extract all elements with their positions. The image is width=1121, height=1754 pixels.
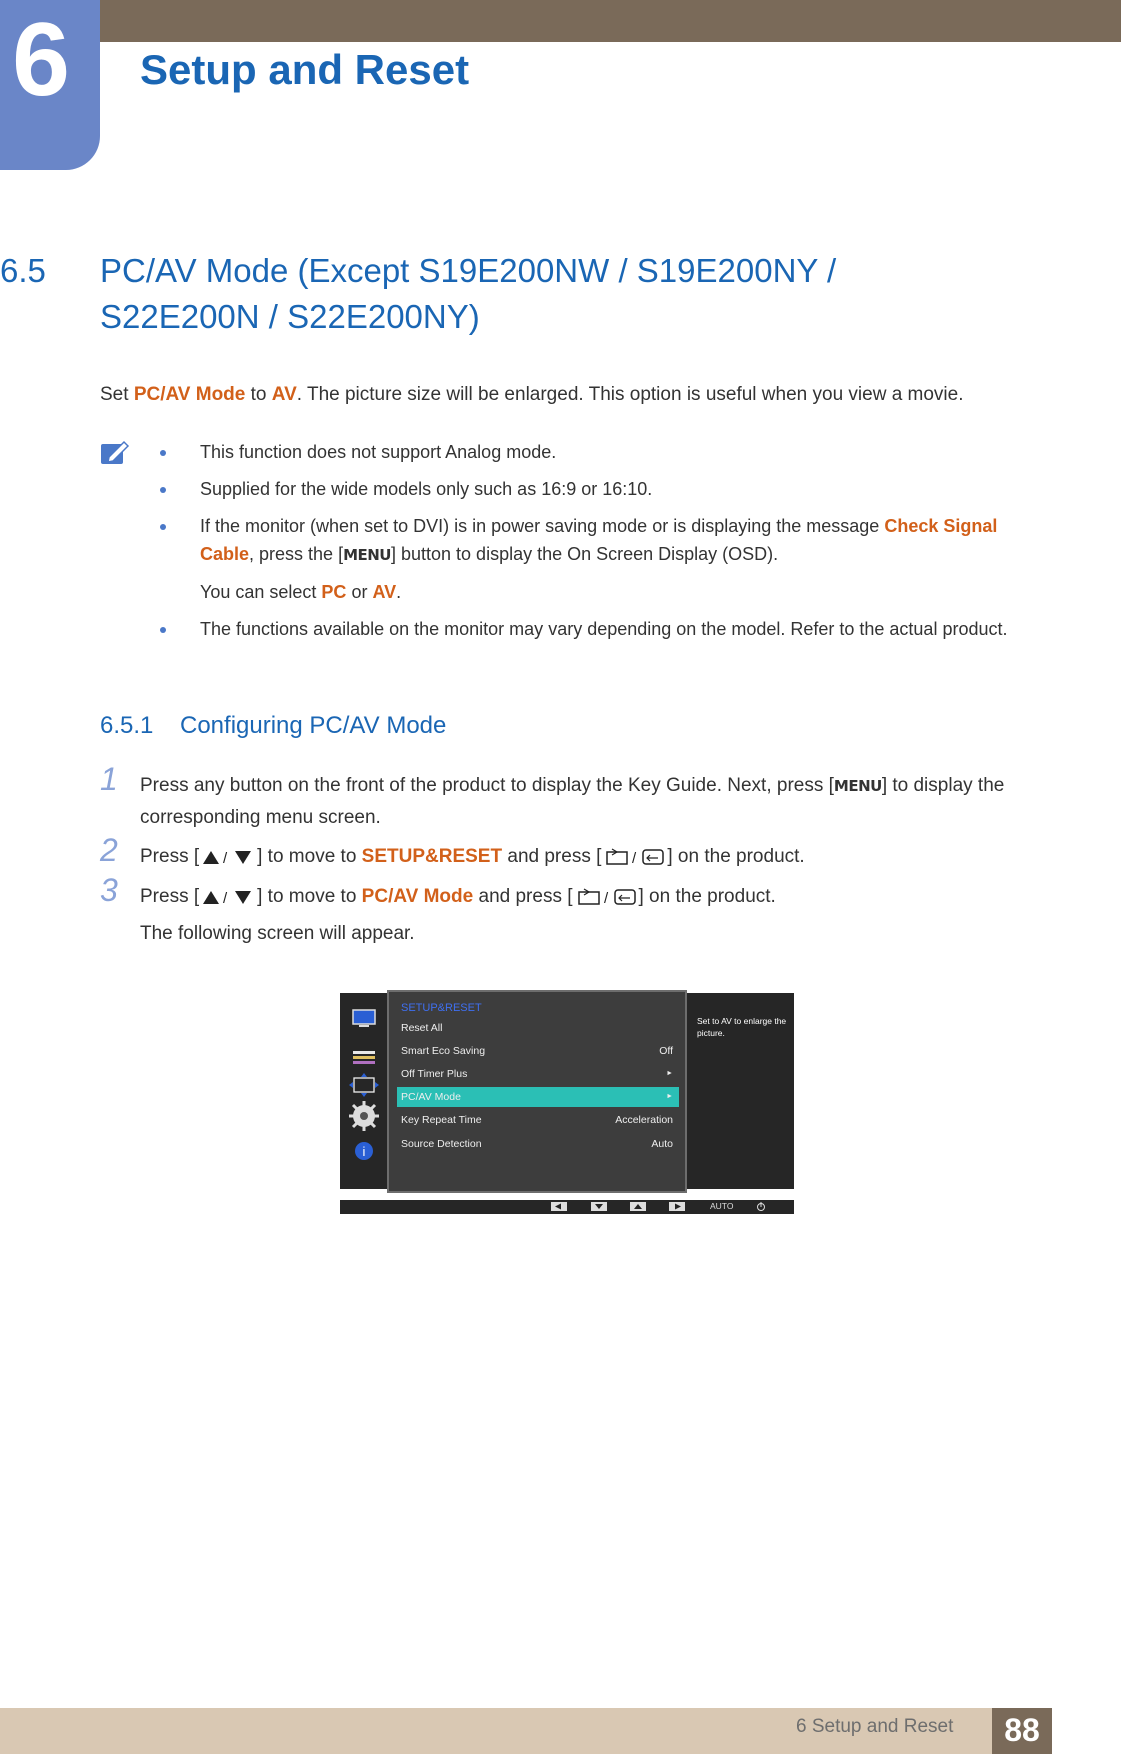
osd-menu-title: SETUP&RESET <box>401 1002 482 1014</box>
osd-menu-item[interactable] <box>397 1064 679 1084</box>
subsection-number: 6.5.1 <box>100 712 154 739</box>
list-item-text: , press the [ <box>249 544 344 564</box>
chapter-number: 6 <box>12 2 70 118</box>
osd-menu-item[interactable] <box>397 1041 679 1061</box>
osd-menu-item[interactable] <box>397 1018 679 1038</box>
picture-icon <box>353 1010 375 1027</box>
intro-text: . The picture size will be enlarged. This option is useful when you view a movie. <box>296 384 964 405</box>
menu-button-icon: MENU <box>343 546 391 564</box>
gear-icon <box>349 1101 379 1131</box>
osd-item-label: Smart Eco Saving <box>401 1045 486 1057</box>
info-icon <box>355 1142 373 1160</box>
section-number: 6.5 <box>0 252 46 289</box>
note-list <box>160 438 1020 652</box>
step-number: 3 <box>100 872 118 908</box>
setup-reset-term: SETUP&RESET <box>361 846 503 867</box>
list-item-text: Supplied for the wide models only such as 16:9 or 16:10. <box>200 479 653 499</box>
svg-text:/: / <box>223 849 228 866</box>
pc-av-mode-term: PC/AV Mode <box>361 886 474 907</box>
step-text-part: and press [ <box>502 846 602 867</box>
osd-screenshot <box>340 990 794 1212</box>
osd-menu-item[interactable] <box>397 1134 679 1154</box>
pc-av-mode-term: PC/AV Mode <box>133 384 246 405</box>
step-text-part: ] on the product. <box>638 886 776 907</box>
step-number: 1 <box>100 761 118 797</box>
enter-source-icon <box>601 847 667 867</box>
osd-item-label: Reset All <box>401 1022 443 1034</box>
intro-text: to <box>245 384 272 405</box>
step-followup-text: The following screen will appear. <box>140 923 415 944</box>
av-term: AV <box>372 582 397 602</box>
pc-term: PC <box>321 582 347 602</box>
osd-item-label: PC/AV Mode <box>401 1091 461 1103</box>
osd-item-value: Auto <box>651 1138 673 1150</box>
step-text-part: and press [ <box>473 886 573 907</box>
step-text-part: Press any button on the front of the product to display the Key Guide. Next, press [ <box>140 775 834 796</box>
list-item-text: ] button to display the On Screen Display (OSD). <box>391 544 779 564</box>
section-title: PC/AV Mode (Except S19E200NW / S19E200NY / S22E200N / S22E200NY) <box>100 252 837 335</box>
sub-note-text: You can select <box>200 582 322 602</box>
left-key-icon <box>551 1202 567 1211</box>
step-text-part: ] to display the corresponding menu screen. <box>140 775 1005 828</box>
color-icon <box>353 1051 375 1064</box>
svg-text:/: / <box>223 889 228 906</box>
up-down-arrow-icon <box>199 848 257 866</box>
bullet-icon <box>160 627 166 633</box>
svg-text:/: / <box>632 849 637 867</box>
step-text-part: ] to move to <box>257 886 362 907</box>
osd-menu-icons <box>340 993 387 1189</box>
subsection-title: Configuring PC/AV Mode <box>180 712 447 739</box>
enter-source-icon <box>573 887 639 907</box>
list-item-text: This function does not support Analog mode. <box>200 442 557 462</box>
subsection-heading <box>100 712 446 740</box>
osd-icon-column <box>340 993 387 1189</box>
list-item <box>160 475 1020 503</box>
osd-item-label: Source Detection <box>401 1138 482 1150</box>
step-text-part: ] to move to <box>257 846 362 867</box>
header-bar <box>0 0 1121 42</box>
bullet-icon <box>160 524 166 530</box>
osd-menu-item[interactable] <box>397 1110 679 1130</box>
step-text <box>140 881 1040 912</box>
step-number: 2 <box>100 832 118 868</box>
size-position-icon <box>349 1073 379 1097</box>
osd-item-value: Off <box>659 1045 673 1057</box>
osd-item-label: Key Repeat Time <box>401 1114 482 1126</box>
sub-note-text: or <box>346 582 373 602</box>
list-sub-note <box>160 578 1020 606</box>
list-item <box>160 512 1020 569</box>
intro-paragraph <box>100 384 964 406</box>
sub-note-text: . <box>396 582 402 602</box>
osd-menu-panel <box>387 990 687 1193</box>
svg-text:i: i <box>362 1144 366 1159</box>
bullet-icon <box>160 450 166 456</box>
list-item <box>160 615 1020 643</box>
check-signal-term: Check Signal Cable <box>200 516 998 564</box>
down-key-icon <box>591 1202 607 1211</box>
right-key-icon <box>669 1202 685 1211</box>
up-down-arrow-icon <box>199 888 257 906</box>
menu-button-icon: MENU <box>833 777 882 795</box>
step-text-part: Press [ <box>140 886 200 907</box>
osd-description-panel <box>687 993 794 1189</box>
footer-chapter: 6 Setup and Reset <box>796 1716 954 1737</box>
step-text-part: Press [ <box>140 846 200 867</box>
chapter-title: Setup and Reset <box>140 46 470 93</box>
osd-menu-item-selected[interactable] <box>397 1087 679 1107</box>
osd-item-label: Off Timer Plus <box>401 1068 468 1080</box>
osd-item-value: ► <box>666 1070 673 1077</box>
up-key-icon <box>630 1202 646 1211</box>
osd-description: Set to AV to enlarge the picture. <box>697 1016 787 1038</box>
osd-key-guide <box>340 1200 794 1214</box>
auto-key-label: AUTO <box>710 1201 734 1211</box>
note-icon <box>100 440 130 466</box>
step-text <box>140 770 1040 833</box>
list-item-text: The functions available on the monitor may vary depending on the model. Refer to the actual product. <box>200 619 1008 639</box>
step-text <box>140 841 1040 872</box>
list-item <box>160 438 1020 466</box>
power-icon <box>758 1202 765 1211</box>
osd-item-value: Acceleration <box>615 1114 673 1126</box>
bullet-icon <box>160 487 166 493</box>
svg-text:/: / <box>603 889 608 907</box>
page-number: 88 <box>1004 1712 1040 1748</box>
step-text-part: ] on the product. <box>667 846 805 867</box>
osd-item-value: ► <box>666 1093 673 1100</box>
av-term: AV <box>271 384 297 405</box>
list-item-text: If the monitor (when set to DVI) is in power saving mode or is displaying the message <box>200 516 885 536</box>
intro-text: Set <box>100 384 134 405</box>
